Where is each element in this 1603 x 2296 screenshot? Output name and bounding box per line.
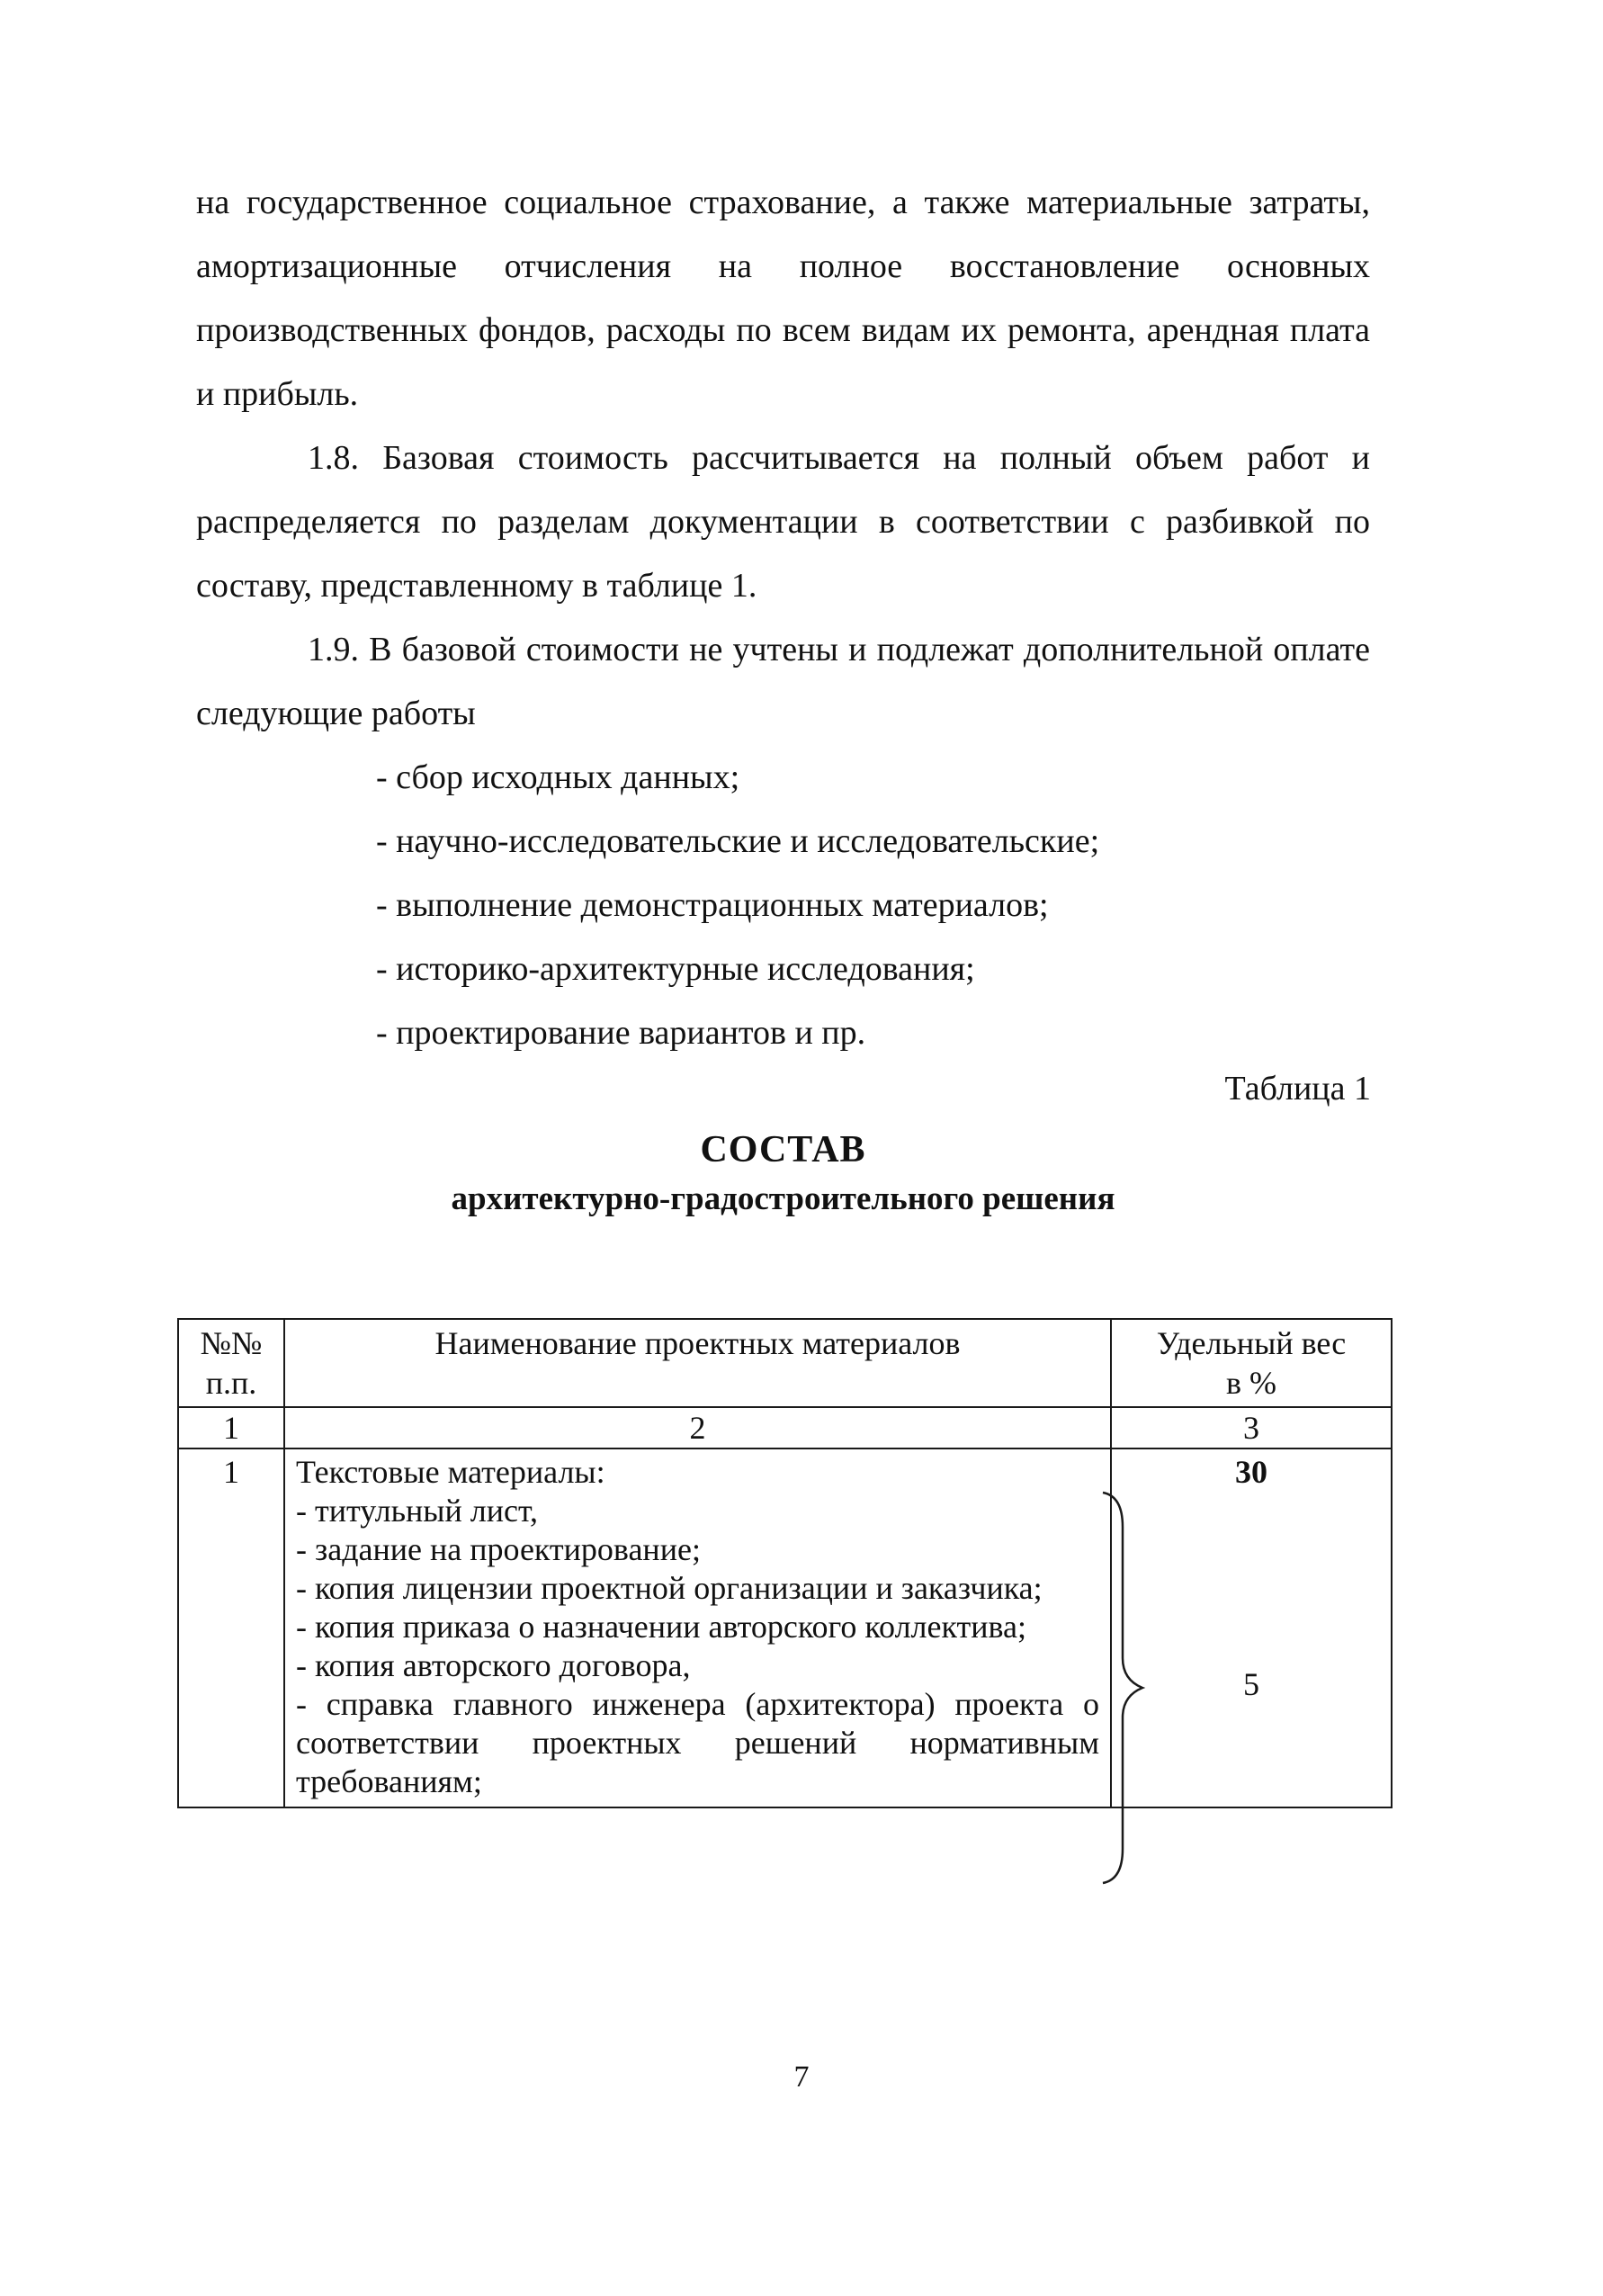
- page-number: 7: [793, 2060, 810, 2094]
- header-number-line1: №№: [200, 1325, 263, 1361]
- table-header-row: [178, 1319, 1392, 1407]
- header-number: [178, 1319, 284, 1407]
- header-name: Наименование проектных материалов: [284, 1319, 1111, 1407]
- list-item: - сбор исходных данных;: [376, 758, 740, 796]
- list-item: - научно-исследовательские и исследовательские;: [376, 822, 1100, 860]
- paragraph-1-8: 1.8. Базовая стоимость рассчитывается на полный объем работ и распределяется по разделам документации в соответствии с разбивкой по составу, представленному в таблице 1.: [196, 439, 1370, 605]
- header-weight-line2: в %: [1226, 1365, 1276, 1401]
- paragraph-1-9: 1.9. В базовой стоимости не учтены и подлежат дополнительной оплате следующие работы: [196, 631, 1370, 732]
- weight-total: 30: [1235, 1454, 1267, 1490]
- materials-line: Текстовые материалы:: [296, 1454, 605, 1490]
- row-number: 1: [178, 1448, 284, 1807]
- column-number: 1: [178, 1407, 284, 1448]
- materials-line: - копия лицензии проектной организации и заказчика;: [296, 1570, 1043, 1606]
- column-numbers-row: [178, 1407, 1392, 1448]
- list-item: - проектирование вариантов и пр.: [376, 1014, 866, 1052]
- column-number: 3: [1111, 1407, 1392, 1448]
- weight-group: 5: [1243, 1666, 1259, 1702]
- materials-line: - титульный лист,: [296, 1493, 538, 1529]
- header-number-line2: п.п.: [205, 1365, 257, 1401]
- materials-line: - копия авторского договора,: [296, 1647, 691, 1683]
- row-materials: [284, 1448, 1111, 1807]
- table-caption: Таблица 1: [1224, 1070, 1371, 1108]
- list-item: - историко-архитектурные исследования;: [376, 950, 975, 988]
- header-weight-line1: Удельный вес: [1156, 1325, 1347, 1361]
- paragraph-continuation: на государственное социальное страхование, а также материальные затраты, амортизационные отчисления на полное восстановление основных производственных фондов, расходы по всем видам их ремонта, арендная плата и прибыль.: [196, 184, 1370, 413]
- table-subtitle: архитектурно-градостроительного решения: [451, 1180, 1115, 1217]
- excluded-works-list: [196, 746, 1370, 1065]
- list-item: - выполнение демонстрационных материалов;: [376, 886, 1049, 924]
- column-number: 2: [284, 1407, 1111, 1448]
- header-weight: [1111, 1319, 1392, 1407]
- materials-line: - задание на проектирование;: [296, 1531, 701, 1567]
- table-row: [178, 1448, 1392, 1807]
- materials-line: - копия приказа о назначении авторского коллектива;: [296, 1609, 1027, 1645]
- row-weight: [1111, 1448, 1392, 1807]
- body-text: [196, 171, 1370, 1065]
- table-title: СОСТАВ: [700, 1129, 866, 1170]
- composition-table: [177, 1318, 1393, 1808]
- materials-line: - справка главного инженера (архитектора) проекта о соответствии проектных решений нормативным требованиям;: [296, 1686, 1099, 1799]
